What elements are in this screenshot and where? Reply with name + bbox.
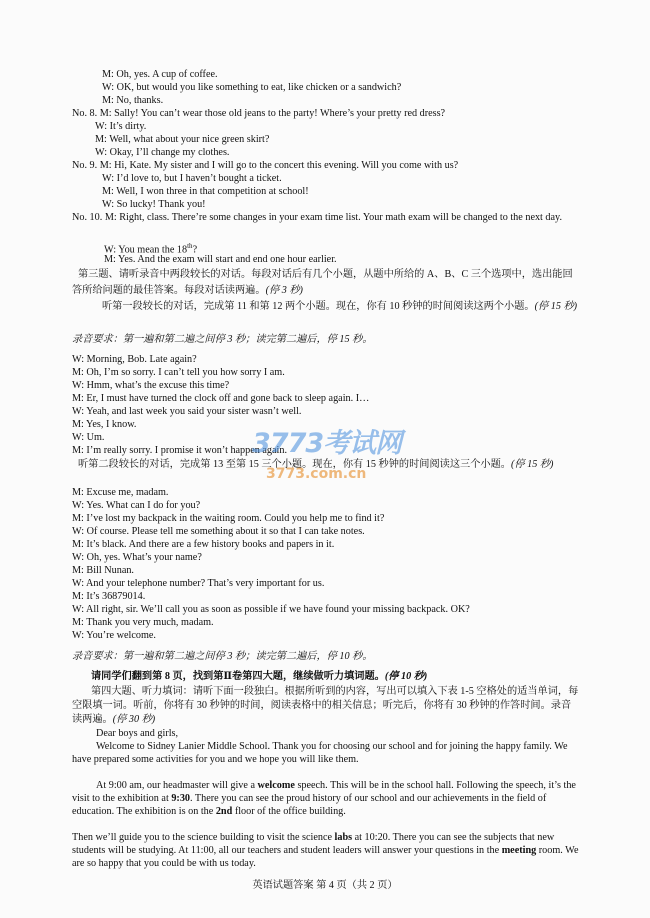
- recording-requirement: 录音要求：第一遍和第二遍之间停 3 秒；读完第二遍后，停 10 秒。: [72, 651, 373, 662]
- dialog-line: W: Yes. What can I do for you?: [72, 500, 201, 511]
- second-dialog-instruction: [72, 458, 580, 472]
- monologue-text: At 9:00 am, our headmaster will give a: [96, 780, 258, 791]
- dialog-line: W: Okay, I’ll change my clothes.: [95, 147, 230, 158]
- section-4-instruction: [72, 685, 580, 727]
- instruction-text: 听第一段较长的对话，完成第 11 和第 12 两个小题。现在，你有 10 秒钟的时间阅读这两个小题。: [102, 301, 535, 312]
- turn-page-instruction: [91, 671, 427, 684]
- monologue-text: at 10:20. There you can see the subjects that new students will be studying. At 11:00, all our teachers and student leaders will answer your questions in the: [72, 832, 555, 856]
- dialog-line: M: Oh, yes. A cup of coffee.: [102, 69, 218, 80]
- dialog-line: W: Oh, yes. What’s your name?: [72, 552, 202, 563]
- monologue-paragraph: [72, 780, 580, 818]
- pause-note: (停 30 秒): [112, 714, 156, 725]
- monologue-text: Then we’ll guide you to the science building to visit the science: [72, 832, 335, 843]
- watermark-url-text: 3773.com.cn: [266, 466, 367, 482]
- dialog-line: W: You’re welcome.: [72, 630, 156, 641]
- dialog-line: W: Of course. Please tell me something about it so that I can take notes.: [72, 526, 365, 537]
- ordinal-suffix: th: [187, 242, 193, 250]
- dialog-line: M: Thank you very much, madam.: [72, 617, 214, 628]
- dialog-line: M: Yes. And the exam will start and end one hour earlier.: [104, 254, 337, 265]
- dialog-line: M: Er, I must have turned the clock off and gone back to sleep again. I…: [72, 393, 370, 404]
- dialog-text: ?: [192, 244, 198, 256]
- dialog-line: M: It’s 36879014.: [72, 591, 146, 602]
- dialog-line: W: All right, sir. We’ll call you as soon as possible if we have found your missing backpack. OK?: [72, 604, 470, 615]
- watermark-brand-text: 3773考试网: [252, 428, 402, 459]
- turn-page-text: 请同学们翻到第 8 页，找到第Ⅱ卷第四大题，继续做听力填词题。: [91, 671, 385, 682]
- pause-note: (停 10 秒): [384, 671, 428, 682]
- dialog-line: W: So lucky! Thank you!: [102, 199, 206, 210]
- question-8-heading: No. 8. M: Sally! You can’t wear those old jeans to the party! Where’s your pretty red dress?: [72, 108, 446, 119]
- dialog-line: M: Well, I won three in that competition at school!: [102, 186, 309, 197]
- first-dialog-instruction: [72, 299, 580, 315]
- dialog-line: W: OK, but would you like something to eat, like chicken or a sandwich?: [102, 82, 402, 93]
- dialog-line: M: No, thanks.: [102, 95, 164, 106]
- pause-note: (停 15 秒): [534, 301, 578, 312]
- dialog-line: M: Oh, I’m so sorry. I can’t tell you how sorry I am.: [72, 367, 285, 378]
- monologue-text: . There you can see the proud history of our school and our achievements in the field of education. The exhibition is on the: [72, 792, 547, 817]
- recording-requirement: 录音要求：第一遍和第二遍之间停 3 秒；读完第二遍后，停 15 秒。: [72, 334, 373, 345]
- answer-keyword: 9:30: [171, 792, 191, 804]
- monologue-text: floor of the office building.: [232, 805, 346, 817]
- page-footer: 英语试题答案 第 4 页（共 2 页）: [252, 880, 398, 891]
- dialog-line: M: It’s black. And there are a few history books and papers in it.: [72, 539, 335, 550]
- section-3-intro-text: 第三题、请听录音中两段较长的对话。每段对话后有几个小题，从题中所给的 A、B、C 三个选项中，选出能回答所给问题的最佳答案。每段对话读两遍。: [72, 269, 573, 296]
- dialog-line: M: Bill Nunan.: [72, 565, 134, 576]
- pause-note: (停 15 秒): [510, 459, 554, 470]
- question-9-heading: No. 9. M: Hi, Kate. My sister and I will go to the concert this evening. Will you come with us?: [72, 160, 459, 171]
- monologue-paragraph: [72, 832, 580, 870]
- dialog-line: W: Um.: [72, 432, 105, 443]
- monologue-text: speech. This will be in the school hall. Following the speech, it’s the visit to the exhibition at: [72, 780, 576, 804]
- dialog-text: W: You mean the 18: [104, 244, 188, 256]
- dialog-line: W: It’s dirty.: [95, 121, 147, 132]
- dialog-line: W: I’d love to, but I haven’t bought a ticket.: [102, 173, 282, 184]
- instruction-text: 听第二段较长的对话，完成第 13 至第 15 三个小题。现在，你有 15 秒钟的时间阅读这三个小题。: [78, 459, 511, 470]
- dialog-line: W: Yeah, and last week you said your sister wasn’t well.: [72, 406, 302, 417]
- dialog-line: W: Morning, Bob. Late again?: [72, 354, 197, 365]
- dialog-line: M: Yes, I know.: [72, 419, 137, 430]
- question-10-heading: No. 10. M: Right, class. There’re some changes in your exam time list. Your math exam will be changed to the next day.: [72, 212, 563, 223]
- answer-keyword: labs: [334, 832, 353, 843]
- pause-note: (停 3 秒): [265, 285, 303, 296]
- section-3-intro: [72, 267, 580, 299]
- monologue-paragraph: Welcome to Sidney Lanier Middle School. Thank you for choosing our school and for joining the happy family. We have prepared some activities for you and we hope you will like them.: [72, 741, 568, 765]
- dialog-line: M: I’m really sorry. I promise it won’t happen again.: [72, 445, 288, 456]
- dialog-line: M: Well, what about your nice green skirt?: [95, 134, 270, 145]
- answer-keyword: 2nd: [215, 805, 233, 817]
- dialog-line: W: And your telephone number? That’s very important for us.: [72, 578, 325, 589]
- instruction-text: 第四大题、听力填词：请听下面一段独白。根据所听到的内容，写出可以填入下表 1-5 空格处的适当单词，每空限填一词。听前，你将有 30 秒钟的时间，阅读表格中的相关信息；听完后，你将有 30 秒钟的作答时间。录音读两遍。: [72, 686, 579, 725]
- answer-keyword: meeting: [501, 844, 537, 856]
- dialog-line: W: Hmm, what’s the excuse this time?: [72, 380, 230, 391]
- answer-keyword: welcome: [257, 780, 295, 791]
- monologue-text: room. We are so happy that you could be with us today.: [72, 844, 579, 869]
- monologue-greeting: Dear boys and girls,: [96, 728, 179, 739]
- dialog-line: M: I’ve lost my backpack in the waiting room. Could you help me to find it?: [72, 513, 385, 524]
- dialog-line: M: Excuse me, madam.: [72, 487, 169, 498]
